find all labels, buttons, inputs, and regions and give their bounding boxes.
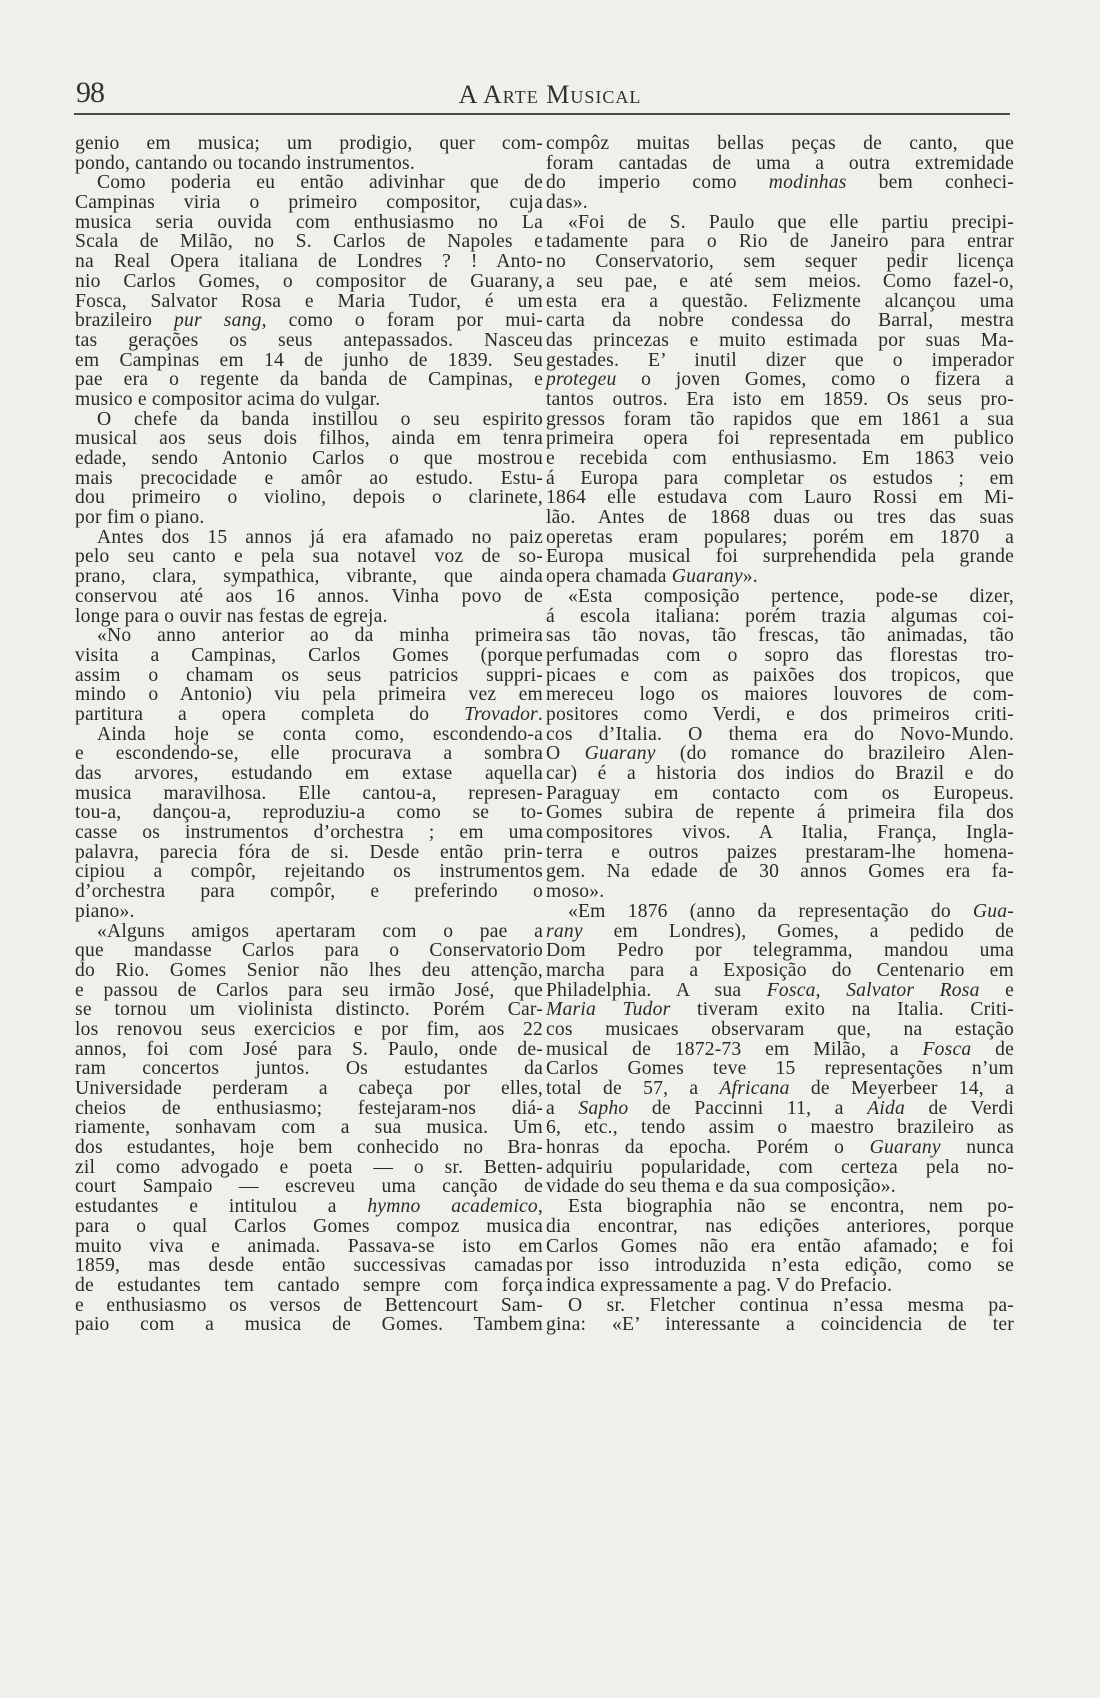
text-line bbox=[546, 744, 1014, 764]
text-line bbox=[546, 351, 1014, 371]
text-line bbox=[75, 1079, 543, 1099]
text-line bbox=[75, 567, 543, 587]
text-line bbox=[546, 1158, 1014, 1178]
text-line bbox=[75, 351, 543, 371]
italic-title: Guarany bbox=[671, 566, 743, 588]
italic-title: protegeu bbox=[546, 369, 617, 391]
text-run: gestades. E’ inutil dizer que o imperador bbox=[546, 349, 1014, 371]
text-run: genio em musica; um prodigio, quer com- bbox=[75, 133, 543, 154]
text-line bbox=[75, 862, 543, 882]
text-line bbox=[75, 213, 543, 233]
text-line bbox=[546, 803, 1014, 823]
text-run: musical de 1872-73 em Milão, a bbox=[546, 1038, 923, 1060]
text-line bbox=[546, 1099, 1014, 1119]
text-line bbox=[75, 488, 543, 508]
text-line bbox=[546, 252, 1014, 272]
text-line bbox=[75, 252, 543, 272]
text-run: musico e compositor acima do vulgar. bbox=[75, 388, 381, 410]
text-line bbox=[546, 173, 1014, 193]
text-run: positores como Verdi, e dos primeiros criti- bbox=[546, 703, 1014, 725]
text-line bbox=[75, 292, 543, 312]
text-line bbox=[75, 882, 543, 902]
text-run: do Rio. Gomes Senior não lhes deu attenção, bbox=[75, 959, 543, 981]
text-run: em Londres), Gomes, a pedido de bbox=[582, 920, 1014, 942]
text-line bbox=[546, 981, 1014, 1001]
text-line bbox=[546, 1197, 1014, 1217]
text-line bbox=[546, 1040, 1014, 1060]
text-line bbox=[75, 547, 543, 567]
text-run: se tornou um violinista distincto. Porém Car- bbox=[75, 999, 543, 1021]
text-run: dia encontrar, nas edições anteriores, porque bbox=[546, 1215, 1014, 1237]
text-run: 1864 elle estudava com Lauro Rossi em Mi- bbox=[546, 487, 1014, 509]
text-run: palavra, parecia fóra de si. Desde então prin- bbox=[75, 841, 543, 863]
text-run: brazileiro bbox=[75, 310, 175, 332]
text-run: moso». bbox=[546, 881, 605, 903]
text-line bbox=[546, 1138, 1014, 1158]
text-line bbox=[75, 626, 543, 646]
text-run: primeira opera foi representada em publico bbox=[546, 428, 1014, 450]
text-run: foram cantadas de uma a outra extremidade bbox=[546, 152, 1014, 174]
italic-title: rany bbox=[546, 920, 583, 942]
text-line bbox=[75, 587, 543, 607]
text-run: mais precocidade e amôr ao estudo. Estu- bbox=[75, 467, 543, 489]
text-run: Philadelphia. A sua bbox=[546, 979, 767, 1001]
text-run: Carlos Gomes teve 15 representações n’um bbox=[546, 1058, 1014, 1080]
text-run: muito viva e animada. Passava-se isto em bbox=[75, 1235, 543, 1257]
text-run: conservou até aos 16 annos. Vinha povo de bbox=[75, 585, 543, 607]
text-run: no Conservatorio, sem sequer pedir licença bbox=[546, 251, 1014, 273]
text-line bbox=[546, 902, 1014, 922]
text-line bbox=[75, 331, 543, 351]
text-run: tadamente para o Rio de Janeiro para entrar bbox=[546, 231, 1014, 253]
text-run: tantos outros. Era isto em 1859. Os seus pro- bbox=[546, 388, 1014, 410]
text-line bbox=[546, 134, 1014, 154]
text-run: operetas eram populares; porém em 1870 a bbox=[546, 526, 1014, 548]
text-run: para o qual Carlos Gomes compoz musica bbox=[75, 1215, 543, 1237]
text-line bbox=[546, 764, 1014, 784]
text-line bbox=[75, 1059, 543, 1079]
text-run: gressos foram tão rapidos que em 1861 a sua bbox=[546, 408, 1014, 430]
text-run: «Em 1876 (anno da representação do bbox=[568, 900, 973, 922]
text-run: visita a Campinas, Carlos Gomes (porque bbox=[75, 644, 543, 666]
text-run: a seu pae, e até sem meios. Como fazel-o, bbox=[546, 270, 1014, 292]
text-run: cos musicaes observaram que, na estação bbox=[546, 1018, 1014, 1040]
text-line bbox=[546, 449, 1014, 469]
text-run: das princezas e muito estimada por suas Ma- bbox=[546, 329, 1014, 351]
text-run: de bbox=[971, 1038, 1015, 1060]
text-run: marcha para a Exposição do Centenario em bbox=[546, 959, 1014, 981]
text-line bbox=[75, 370, 543, 390]
text-line bbox=[546, 705, 1014, 725]
text-line bbox=[546, 429, 1014, 449]
text-run: opera chamada bbox=[546, 566, 672, 588]
text-run: Campinas viria o primeiro compositor, cuja bbox=[75, 192, 543, 214]
text-line bbox=[546, 961, 1014, 981]
text-run: Carlos Gomes não era então afamado; e foi bbox=[546, 1235, 1014, 1257]
text-run: indica expressamente a pag. V do Prefacio. bbox=[546, 1274, 893, 1296]
text-run: e passou de Carlos para seu irmão José, que bbox=[75, 979, 543, 1001]
text-run: ram concertos juntos. Os estudantes da bbox=[75, 1058, 543, 1080]
text-run: de Paccinni 11, a bbox=[628, 1097, 868, 1119]
text-line bbox=[546, 1079, 1014, 1099]
text-run: musica maravilhosa. Elle cantou-a, represen- bbox=[75, 782, 543, 804]
italic-title: Trovador bbox=[464, 703, 538, 725]
text-run: vidade do seu thema e da sua composição». bbox=[546, 1176, 896, 1198]
text-run: em Campinas em 14 de junho de 1839. Seu bbox=[75, 349, 543, 371]
text-line bbox=[75, 272, 543, 292]
text-line bbox=[75, 508, 543, 528]
text-line bbox=[75, 666, 543, 686]
italic-title: Fosca bbox=[766, 979, 816, 1001]
text-line bbox=[546, 1177, 1014, 1197]
text-run: musical aos seus dois filhos, ainda em tenra bbox=[75, 428, 543, 450]
text-line bbox=[75, 941, 543, 961]
text-line bbox=[546, 213, 1014, 233]
text-line bbox=[75, 1000, 543, 1020]
text-run: (do romance do brazileiro Alen- bbox=[655, 743, 1014, 765]
text-run: gina: «E’ interessante a coincidencia de ter bbox=[546, 1314, 1014, 1336]
text-run: total de 57, a bbox=[546, 1078, 720, 1099]
text-run: , bbox=[815, 979, 847, 1001]
text-run: annos, foi com José para S. Paulo, onde de- bbox=[75, 1038, 543, 1060]
text-run: e enthusiasmo os versos de Bettencourt Sam- bbox=[75, 1294, 543, 1316]
text-line bbox=[75, 1099, 543, 1119]
text-run: Ainda hoje se conta como, escondendo-a bbox=[97, 723, 543, 745]
text-run: que mandasse Carlos para o Conservatorio bbox=[75, 940, 543, 962]
text-run: cos d’Italia. O thema era do Novo-Mundo. bbox=[546, 723, 1014, 745]
text-run: lão. Antes de 1868 duas ou tres das suas bbox=[546, 507, 1014, 529]
text-run: , bbox=[537, 1196, 544, 1218]
text-run: «No anno anterior ao da minha primeira bbox=[97, 625, 543, 647]
text-run: tou-a, dançou-a, reproduziu-a como se to- bbox=[75, 802, 543, 824]
text-run: O chefe da banda instillou o seu espirito bbox=[97, 408, 543, 430]
text-line bbox=[75, 607, 543, 627]
text-run: carta da nobre condessa do Barral, mestra bbox=[546, 310, 1014, 332]
text-run: partitura a opera completa do bbox=[75, 703, 465, 725]
text-run: pondo, cantando ou tocando instrumentos. bbox=[75, 152, 415, 174]
text-run: e escondendo-se, elle procurava a sombra bbox=[75, 743, 543, 765]
text-run: á escola italiana: porém trazia algumas coi- bbox=[546, 605, 1014, 627]
text-line bbox=[75, 1040, 543, 1060]
text-run: zil como advogado e poeta — o sr. Betten- bbox=[75, 1156, 543, 1178]
text-line bbox=[75, 311, 543, 331]
text-run: riamente, sonhavam com a sua musica. Um bbox=[75, 1117, 543, 1139]
text-line bbox=[75, 981, 543, 1001]
text-line bbox=[546, 488, 1014, 508]
text-run: e bbox=[979, 979, 1014, 1001]
text-line bbox=[75, 823, 543, 843]
text-run: perfumadas com o sopro das florestas tro- bbox=[546, 644, 1014, 666]
text-line bbox=[75, 744, 543, 764]
text-line bbox=[75, 685, 543, 705]
italic-title: Guarany bbox=[584, 743, 656, 765]
text-line bbox=[546, 1276, 1014, 1296]
text-line bbox=[546, 547, 1014, 567]
text-line bbox=[546, 193, 1014, 213]
left-column bbox=[75, 134, 543, 1335]
text-run: compôz muitas bellas peças de canto, que bbox=[546, 133, 1014, 154]
text-run: 1859, mas desde então successivas camadas bbox=[75, 1255, 543, 1277]
text-line bbox=[546, 469, 1014, 489]
text-line bbox=[546, 725, 1014, 745]
text-run: o joven Gomes, como o fizera a bbox=[616, 369, 1014, 391]
text-line bbox=[546, 666, 1014, 686]
text-line bbox=[546, 528, 1014, 548]
text-line bbox=[75, 429, 543, 449]
text-line bbox=[546, 843, 1014, 863]
text-line bbox=[546, 646, 1014, 666]
text-run: ». bbox=[742, 566, 758, 588]
text-run: pelo seu canto e pela sua notavel voz de so- bbox=[75, 546, 543, 568]
text-run: do imperio como bbox=[546, 172, 769, 194]
text-line bbox=[546, 941, 1014, 961]
text-run: piano». bbox=[75, 900, 135, 922]
text-line bbox=[546, 626, 1014, 646]
text-run: Europa musical foi surprehendida pela grande bbox=[546, 546, 1014, 568]
text-run: edade, sendo Antonio Carlos o que mostrou bbox=[75, 448, 543, 469]
text-run: cipiou a compôr, rejeitando os instrumentos bbox=[75, 861, 543, 883]
text-run: tas gerações os seus antepassados. Nasceu bbox=[75, 329, 543, 351]
text-run: car) é a historia dos indios do Brazil e do bbox=[546, 763, 1014, 784]
text-line bbox=[75, 1256, 543, 1276]
text-line bbox=[546, 1237, 1014, 1257]
text-run: «Foi de S. Paulo que elle partiu precipi- bbox=[568, 211, 1014, 233]
text-line bbox=[546, 607, 1014, 627]
text-line bbox=[546, 311, 1014, 331]
text-run: Fosca, Salvator Rosa e Maria Tudor, é um bbox=[75, 290, 543, 312]
text-line bbox=[75, 449, 543, 469]
text-run: tiveram exito na Italia. Criti- bbox=[670, 999, 1014, 1021]
italic-title: Aida bbox=[867, 1097, 905, 1119]
text-line bbox=[75, 1217, 543, 1237]
text-run: longe para o ouvir nas festas de egreja. bbox=[75, 605, 388, 627]
text-run: de estudantes tem cantado sempre com força bbox=[75, 1274, 543, 1296]
text-run: Gomes subira de repente á primeira fila dos bbox=[546, 802, 1014, 824]
text-run: prano, clara, sympathica, vibrante, que ainda bbox=[75, 566, 543, 588]
text-line bbox=[546, 823, 1014, 843]
text-run: Paraguay em contacto com os Europeus. bbox=[546, 782, 1014, 804]
text-run: e recebida com enthusiasmo. Em 1863 veio bbox=[546, 448, 1014, 469]
text-line bbox=[75, 902, 543, 922]
italic-title: Africana bbox=[719, 1078, 790, 1099]
text-line bbox=[75, 922, 543, 942]
text-line bbox=[75, 1138, 543, 1158]
text-line bbox=[75, 1158, 543, 1178]
page-number: 98 bbox=[76, 76, 104, 109]
text-line bbox=[75, 154, 543, 174]
text-line bbox=[75, 1118, 543, 1138]
text-run: mereceu logo os maiores louvores de com- bbox=[546, 684, 1014, 706]
text-run: court Sampaio — escreveu uma canção de bbox=[75, 1176, 543, 1198]
text-line bbox=[75, 173, 543, 193]
text-run: Scala de Milão, no S. Carlos de Napoles e bbox=[75, 231, 543, 253]
text-line bbox=[546, 862, 1014, 882]
text-line bbox=[546, 370, 1014, 390]
text-run: los renovou seus exercicios e por fim, aos 22 bbox=[75, 1018, 543, 1040]
text-line bbox=[546, 587, 1014, 607]
text-run: dos estudantes, hoje bem conhecido no Bra- bbox=[75, 1137, 543, 1159]
text-line bbox=[75, 1315, 543, 1335]
text-run: casse os instrumentos d’orchestra ; em uma bbox=[75, 822, 543, 844]
text-line bbox=[546, 331, 1014, 351]
text-run: Como poderia eu então adivinhar que de bbox=[97, 172, 543, 194]
text-run: das». bbox=[546, 192, 588, 214]
text-run: por fim o piano. bbox=[75, 507, 205, 529]
text-run: dou primeiro o violino, depois o clarinete, bbox=[75, 487, 543, 509]
text-line bbox=[75, 410, 543, 430]
text-line bbox=[75, 961, 543, 981]
text-line bbox=[75, 705, 543, 725]
text-line bbox=[75, 232, 543, 252]
text-run: na Real Opera italiana de Londres ? ! Anto- bbox=[75, 251, 543, 273]
text-line bbox=[546, 390, 1014, 410]
text-run: nunca bbox=[940, 1137, 1014, 1159]
text-run: a bbox=[546, 1097, 579, 1119]
text-line bbox=[75, 843, 543, 863]
text-line bbox=[546, 567, 1014, 587]
text-line bbox=[75, 725, 543, 745]
text-run: terra e outros paizes prestaram-lhe homena- bbox=[546, 841, 1014, 863]
text-line bbox=[75, 390, 543, 410]
text-line bbox=[546, 1296, 1014, 1316]
italic-title: Guarany bbox=[869, 1137, 941, 1159]
text-run: das arvores, estudando em extase aquella bbox=[75, 763, 543, 784]
text-run: adquiriu popularidade, com certeza pela no- bbox=[546, 1156, 1014, 1178]
text-run: picaes e com as paixões dos tropicos, que bbox=[546, 664, 1014, 686]
text-line bbox=[546, 1217, 1014, 1237]
text-run: bem conheci- bbox=[846, 172, 1014, 194]
text-run: d’orchestra para compôr, e preferindo o bbox=[75, 881, 543, 903]
text-run: «Esta composição pertence, pode-se dizer, bbox=[568, 585, 1014, 607]
italic-title: Fosca bbox=[922, 1038, 972, 1060]
text-line bbox=[75, 784, 543, 804]
text-run: á Europa para completar os estudos ; em bbox=[546, 467, 1014, 489]
text-run: , como o foram por mui- bbox=[261, 310, 544, 332]
text-run: . bbox=[537, 703, 543, 725]
text-line bbox=[75, 1020, 543, 1040]
text-line bbox=[546, 1256, 1014, 1276]
text-line bbox=[546, 292, 1014, 312]
right-column bbox=[546, 134, 1014, 1335]
text-run: «Alguns amigos apertaram com o pae a bbox=[97, 920, 543, 942]
text-line bbox=[546, 1118, 1014, 1138]
text-line bbox=[546, 685, 1014, 705]
text-run: honras da epocha. Porém o bbox=[546, 1137, 870, 1159]
italic-title: hymno academico bbox=[367, 1196, 538, 1218]
text-line bbox=[75, 803, 543, 823]
text-run: por isso introduzida n’esta edição, como se bbox=[546, 1255, 1014, 1277]
text-run: sas tão novas, tão frescas, tão animadas, tão bbox=[546, 625, 1014, 647]
text-run: 6, etc., tendo assim o maestro brazileiro as bbox=[546, 1117, 1014, 1139]
text-run: assim o chamam os seus patricios suppri- bbox=[75, 664, 543, 686]
running-title: A Arte Musical bbox=[458, 80, 642, 109]
text-run: nio Carlos Gomes, o compositor de Guarany, bbox=[75, 270, 543, 292]
text-line bbox=[546, 882, 1014, 902]
text-run: cheios de enthusiasmo; festejaram-nos diá- bbox=[75, 1097, 543, 1119]
text-run: de Meyerbeer 14, a bbox=[789, 1078, 1014, 1099]
text-line bbox=[546, 272, 1014, 292]
text-line bbox=[546, 784, 1014, 804]
text-run: musica seria ouvida com enthusiasmo no La bbox=[75, 211, 543, 233]
text-run: mindo o Antonio) viu pela primeira vez em bbox=[75, 684, 543, 706]
text-line bbox=[546, 922, 1014, 942]
text-line bbox=[75, 193, 543, 213]
text-line bbox=[546, 508, 1014, 528]
text-run: estudantes e intitulou a bbox=[75, 1196, 368, 1218]
text-run: Universidade perderam a cabeça por elles, bbox=[75, 1078, 543, 1099]
text-run: O sr. Fletcher continua n’essa mesma pa- bbox=[568, 1294, 1014, 1316]
text-line bbox=[546, 1000, 1014, 1020]
text-line bbox=[75, 764, 543, 784]
text-line bbox=[75, 134, 543, 154]
text-line bbox=[546, 1315, 1014, 1335]
text-run: Dom Pedro por telegramma, mandou uma bbox=[546, 940, 1014, 962]
text-line bbox=[546, 1059, 1014, 1079]
italic-title: Salvator Rosa bbox=[846, 979, 980, 1001]
text-run: gem. Na edade de 30 annos Gomes era fa- bbox=[546, 861, 1014, 883]
italic-title: modinhas bbox=[768, 172, 847, 194]
text-run: de Verdi bbox=[905, 1097, 1015, 1119]
text-line bbox=[546, 232, 1014, 252]
text-run: esta era a questão. Felizmente alcançou uma bbox=[546, 290, 1014, 312]
italic-title: Gua- bbox=[972, 900, 1014, 922]
text-line bbox=[75, 1177, 543, 1197]
text-line bbox=[75, 1197, 543, 1217]
header-rule bbox=[74, 113, 1010, 115]
text-line bbox=[75, 469, 543, 489]
italic-title: Sapho bbox=[578, 1097, 629, 1119]
italic-title: Maria Tudor bbox=[546, 999, 671, 1021]
text-run: Antes dos 15 annos já era afamado no paiz bbox=[97, 526, 543, 548]
text-run: compositores vivos. A Italia, França, Ingla- bbox=[546, 822, 1014, 844]
text-line bbox=[546, 410, 1014, 430]
text-line bbox=[75, 1296, 543, 1316]
text-line bbox=[75, 646, 543, 666]
text-line bbox=[75, 1237, 543, 1257]
text-line bbox=[75, 528, 543, 548]
text-run: O bbox=[546, 743, 585, 765]
italic-title: pur sang bbox=[174, 310, 262, 332]
text-run: pae era o regente da banda de Campinas, e bbox=[75, 369, 543, 391]
text-run: Esta biographia não se encontra, nem po- bbox=[568, 1196, 1014, 1218]
text-line bbox=[75, 1276, 543, 1296]
text-line bbox=[546, 1020, 1014, 1040]
text-line bbox=[546, 154, 1014, 174]
text-run: paio com a musica de Gomes. Tambem bbox=[75, 1314, 543, 1336]
